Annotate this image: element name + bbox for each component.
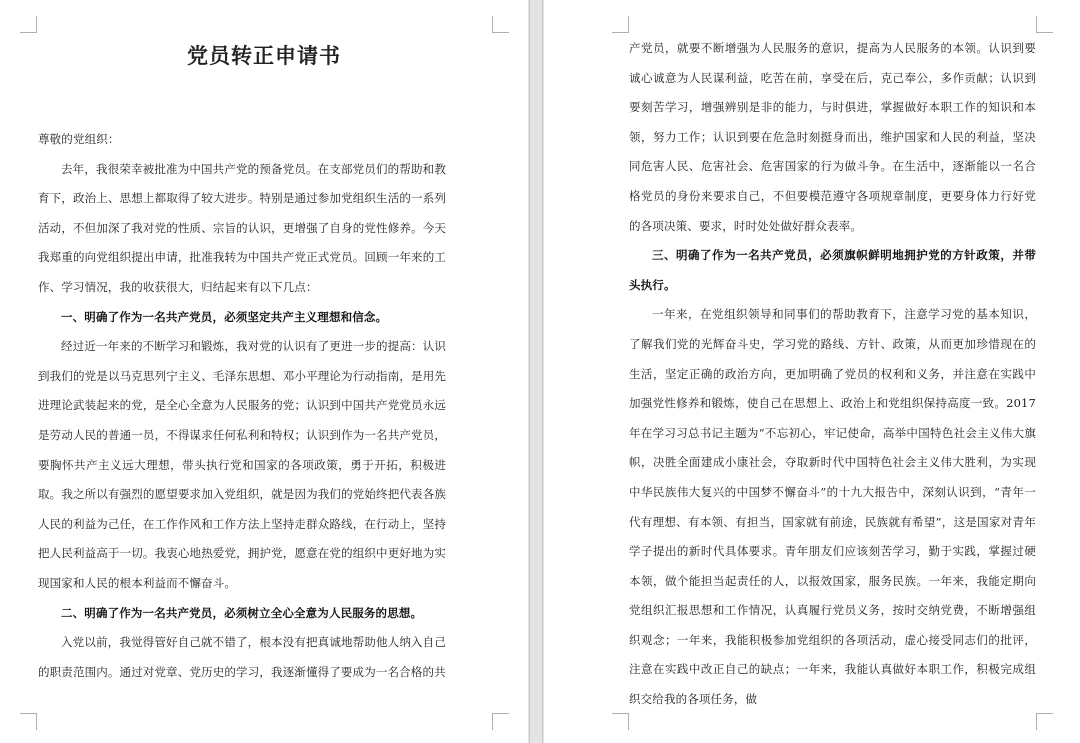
margin-corner-mark <box>612 713 629 730</box>
body-text-right <box>629 34 1036 715</box>
margin-corner-mark <box>492 16 509 33</box>
page-gap <box>528 0 544 743</box>
document-page-left <box>0 0 528 743</box>
section-heading: 三、明确了作为一名共产党员，必须旗帜鲜明地拥护党的方针政策，并带头执行。 <box>629 248 1036 292</box>
margin-corner-mark <box>1036 713 1053 730</box>
section-heading: 一、明确了作为一名共产党员，必须坚定共产主义理想和信念。 <box>61 309 388 324</box>
body-text-left <box>38 125 446 687</box>
paragraph: 经过近一年来的不断学习和锻炼，我对党的认识有了更进一步的提高：认识到我们的党是以马克思列宁主义、毛泽东思想、邓小平理论为行动指南，是用先进理论武装起来的党，是全心全意为人民服务的党；认识到中国共产党党员永远是劳动人民的普通一员，不得谋求任何私利和特权；认识到作为一名共产党员，要胸怀共产主义远大理想，带头执行党和国家的各项政策，勇于开拓，积极进取。我之所以有强烈的愿望要求加入党组织，就是因为我们的党始终把代表各族人民的利益为己任，在工作作风和工作方法上坚持走群众路线，在行动上，坚持把人民利益高于一切。我衷心地热爱党，拥护党，愿意在党的组织中更好地为实现国家和人民的根本利益而不懈奋斗。 <box>38 339 446 590</box>
document-title: 党员转正申请书 <box>187 43 341 68</box>
margin-corner-mark <box>20 713 37 730</box>
paragraph-continued: 产党员，就要不断增强为人民服务的意识，提高为人民服务的本领。认识到要诚心诚意为人民谋利益，吃苦在前，享受在后，克己奉公，多作贡献；认识到要刻苦学习，增强辨别是非的能力，与时俱进，掌握做好本职工作的知识和本领，努力工作；认识到要在危急时刻挺身而出，维护国家和人民的利益，坚决同危害人民、危害社会、危害国家的行为做斗争。在生活中，逐渐能以一名合格党员的身份来要求自己，不但要模范遵守各项规章制度，更要身体力行好党的各项决策、要求，时时处处做好群众表率。 <box>629 41 1036 233</box>
section-heading: 二、明确了作为一名共产党员，必须树立全心全意为人民服务的思想。 <box>61 605 423 620</box>
margin-corner-mark <box>492 713 509 730</box>
margin-corner-mark <box>20 16 37 33</box>
margin-corner-mark <box>1036 16 1053 33</box>
paragraph: 一年来，在党组织领导和同事们的帮助教育下，注意学习党的基本知识，了解我们党的光辉奋斗史，学习党的路线、方针、政策，从而更加珍惜现在的生活，坚定正确的政治方向，更加明确了党员的权利和义务，并注意在实践中加强党性修养和锻炼，使自己在思想上、政治上和党组织保持高度一致。2017 年在学习习总书记主题为“不忘初心，牢记使命，高举中国特色社会主义伟大旗帜，决胜全面建成小康社会，夺取新时代中国特色社会主义伟大胜利，为实现中华民族伟大复兴的中国梦不懈奋斗”的十九大报告中，深刻认识到，“青年一代有理想、有本领、有担当，国家就有前途，民族就有希望”，这是国家对青年学子提出的新时代具体要求。青年朋友们应该刻苦学习，勤于实践，掌握过硬本领，做个能担当起责任的人，以报效国家，服务民族。一年来，我能定期向党组织汇报思想和工作情况，认真履行党员义务，按时交纳党费，不断增强组织观念；一年来，我能积极参加党组织的各项活动，虚心接受同志们的批评，注意在实践中改正自己的缺点；一年来，我能认真做好本职工作，积极完成组织交给我的各项任务，做 <box>629 307 1036 707</box>
document-page-right <box>544 0 1080 743</box>
salutation: 尊敬的党组织： <box>38 132 120 146</box>
paragraph: 去年，我很荣幸被批准为中国共产党的预备党员。在支部党员们的帮助和教育下，政治上、思想上都取得了较大进步。特别是通过参加党组织生活的一系列活动，不但加深了我对党的性质、宗旨的认识，更增强了自身的党性修养。今天我郑重的向党组织提出申请，批准我转为中国共产党正式党员。回顾一年来的工作、学习情况，我的收获很大，归结起来有以下几点： <box>38 161 446 294</box>
paragraph: 入党以前，我觉得管好自己就不错了，根本没有把真诚地帮助他人纳入自己的职责范围内。通过对党章、党历史的学习，我逐渐懂得了要成为一名合格的共 <box>38 635 446 679</box>
margin-corner-mark <box>612 16 629 33</box>
